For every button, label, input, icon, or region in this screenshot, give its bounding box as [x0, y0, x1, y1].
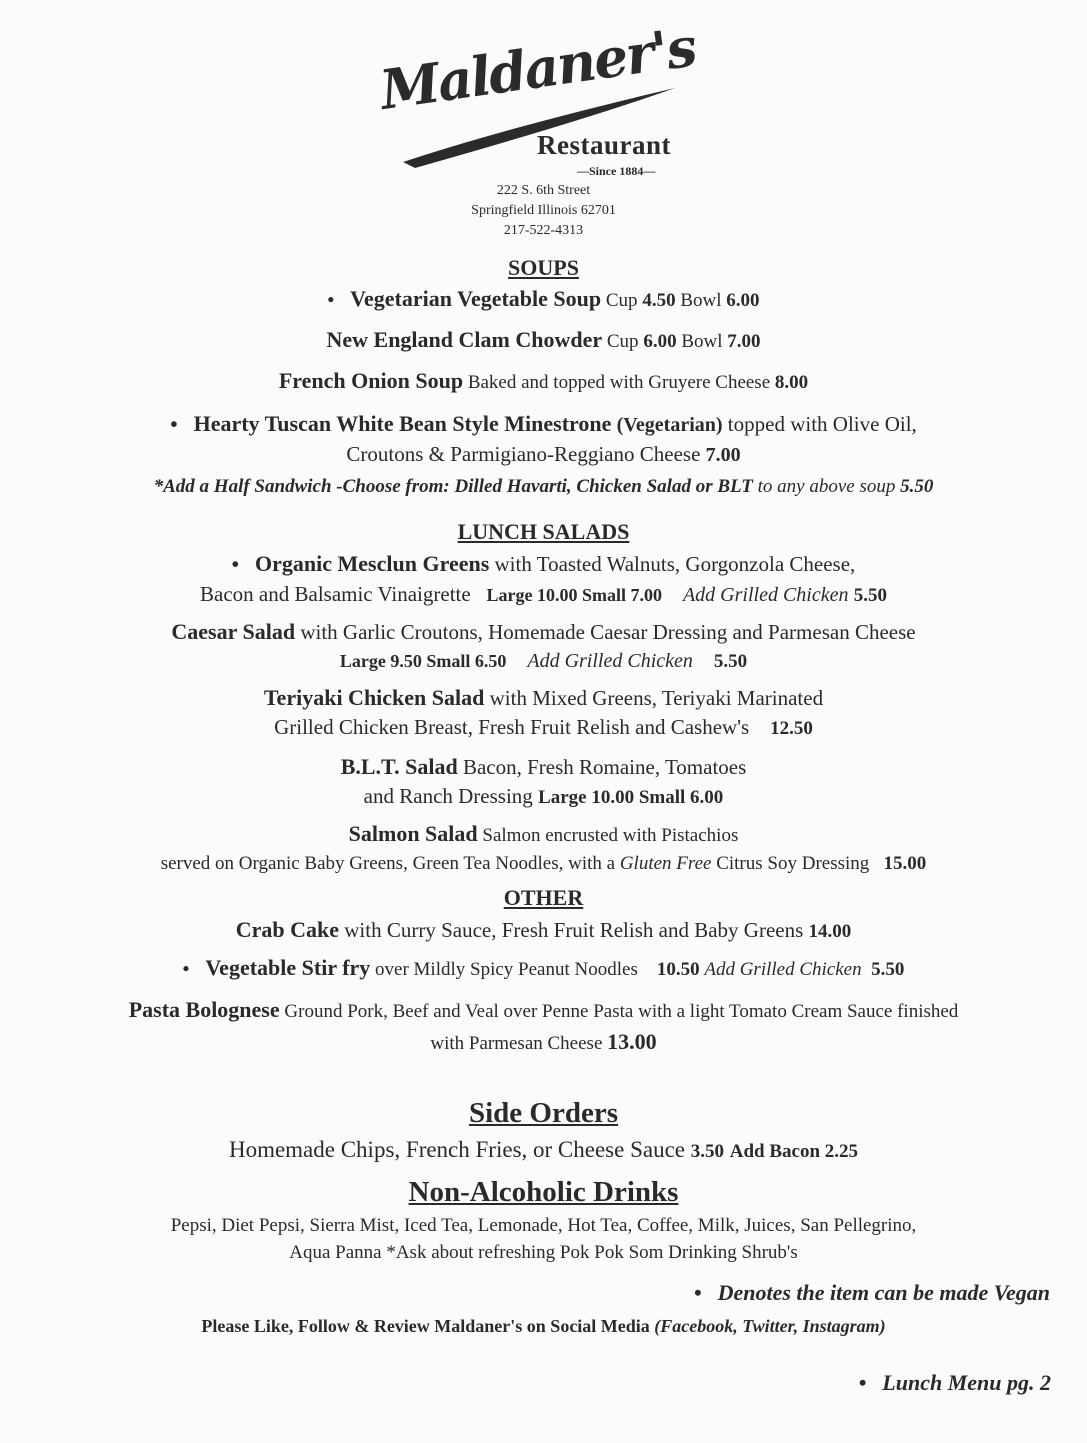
- item-desc: Citrus Soy Dressing: [716, 853, 870, 874]
- bowl-label: Bowl: [681, 331, 723, 352]
- menu-item-french-onion: [0, 368, 1087, 394]
- drinks-list: [0, 1212, 1087, 1266]
- cup-label: Cup: [605, 290, 638, 311]
- page-indicator-text: Lunch Menu pg. 2: [882, 1370, 1051, 1395]
- item-sizes: Large 9.50 Small 6.50: [339, 651, 507, 671]
- menu-item-tuscan-minestrone: [0, 409, 1087, 470]
- menu-item-caesar: [0, 618, 1087, 676]
- item-name: Pasta Bolognese: [128, 997, 280, 1022]
- item-addon: Add Grilled Chicken: [682, 584, 849, 606]
- item-name: Caesar Salad: [171, 619, 296, 644]
- cup-label: Cup: [606, 331, 639, 352]
- bowl-label: Bowl: [680, 290, 722, 311]
- item-desc: Baked and topped with Gruyere Cheese: [467, 372, 771, 393]
- item-price: 8.00: [774, 372, 809, 393]
- sides-price: 3.50: [690, 1141, 725, 1162]
- sides-addon: Add Bacon 2.25: [729, 1141, 859, 1162]
- salads-heading: LUNCH SALADS: [457, 519, 630, 544]
- bowl-price: 7.00: [727, 331, 761, 352]
- item-price: 12.50: [770, 718, 813, 739]
- sides-desc: Homemade Chips, French Fries, or Cheese Sauce: [228, 1137, 686, 1162]
- menu-item-blt-salad: [0, 752, 1087, 812]
- item-desc: with Garlic Croutons, Homemade Caesar Dressing and Parmesan Cheese: [300, 620, 916, 644]
- menu-item-crab-cake: [0, 917, 1087, 943]
- item-name: B.L.T. Salad: [340, 754, 458, 779]
- social-media-line: [0, 1316, 1087, 1337]
- note-main: *Add a Half Sandwich -Choose from: Dilled Havarti, Chicken Salad or BLT: [153, 476, 753, 497]
- menu-item-pasta-bolognese: [0, 995, 1087, 1059]
- addon-price: 5.50: [853, 585, 887, 606]
- addon-price: 5.50: [871, 959, 905, 980]
- item-desc: Croutons & Parmigiano-Reggiano Cheese: [346, 442, 701, 466]
- item-price: 14.00: [808, 921, 852, 942]
- item-name: Salmon Salad: [348, 821, 478, 846]
- menu-item-teriyaki: [0, 683, 1087, 743]
- item-desc: Ground Pork, Beef and Veal over Penne Pasta with a light Tomato Cream Sauce finished: [284, 1001, 959, 1022]
- item-name: Organic Mesclun Greens: [255, 551, 490, 576]
- addon-price: 5.50: [713, 651, 748, 672]
- vegan-note: [694, 1280, 1050, 1306]
- logo-restaurant-word: Restaurant: [537, 130, 671, 160]
- item-desc: Bacon, Fresh Romaine, Tomatoes: [462, 755, 747, 779]
- item-name: Hearty Tuscan White Bean Style Minestrone: [193, 411, 612, 436]
- gluten-free-label: Gluten Free: [619, 853, 712, 874]
- item-sizes: Large 10.00 Small 7.00: [486, 585, 662, 605]
- address-block: [0, 181, 1087, 241]
- sides-heading: Side Orders: [468, 1097, 619, 1129]
- other-heading: OTHER: [503, 885, 584, 910]
- item-desc: served on Organic Baby Greens, Green Tea Noodles, with a: [160, 853, 616, 874]
- note-mid: to any above soup: [757, 476, 896, 497]
- soup-sandwich-note: [0, 476, 1087, 498]
- item-desc: and Ranch Dressing: [363, 784, 533, 808]
- menu-item-clam-chowder: [0, 327, 1087, 353]
- logo-script: Maldaner's: [376, 14, 699, 122]
- drinks-line: Pepsi, Diet Pepsi, Sierra Mist, Iced Tea, Lemonade, Hot Tea, Coffee, Milk, Juices, San Pellegrino,: [170, 1215, 917, 1236]
- item-desc: Bacon and Balsamic Vinaigrette: [200, 582, 471, 606]
- item-sizes: Large 10.00 Small 6.00: [538, 787, 724, 808]
- item-name: Crab Cake: [235, 917, 339, 942]
- sides-line: [0, 1137, 1087, 1163]
- soups-heading: SOUPS: [508, 255, 579, 280]
- item-desc: Grilled Chicken Breast, Fresh Fruit Relish and Cashew's: [274, 715, 750, 739]
- item-tag: (Vegetarian): [616, 414, 723, 436]
- note-price: 5.50: [900, 476, 934, 497]
- drinks-heading: Non-Alcoholic Drinks: [408, 1176, 679, 1208]
- item-desc: with Curry Sauce, Fresh Fruit Relish and Baby Greens: [344, 918, 804, 942]
- address-street: 222 S. 6th Street: [496, 183, 591, 198]
- vegan-note-text: Denotes the item can be made Vegan: [717, 1280, 1050, 1305]
- item-desc: with Parmesan Cheese: [430, 1033, 603, 1054]
- item-addon: Add Grilled Chicken: [527, 650, 693, 672]
- item-desc: topped with Olive Oil,: [727, 412, 917, 436]
- restaurant-logo: [376, 14, 715, 178]
- social-text: Please Like, Follow & Review Maldaner's on Social Media: [201, 1316, 650, 1336]
- item-price: 15.00: [883, 853, 927, 874]
- menu-item-vegetarian-soup: [0, 286, 1087, 312]
- menu-item-salmon-salad: [0, 820, 1087, 878]
- menu-item-mesclun: [0, 549, 1087, 611]
- item-price: 10.50: [656, 959, 700, 980]
- cup-price: 4.50: [642, 290, 676, 311]
- item-name: Vegetable Stir fry: [205, 955, 371, 980]
- menu-item-stir-fry: [0, 955, 1087, 981]
- item-name: Teriyaki Chicken Salad: [263, 685, 485, 710]
- logo-since-year: —Since 1884—: [577, 164, 656, 178]
- item-addon: Add Grilled Chicken: [704, 959, 862, 980]
- item-name: Vegetarian Vegetable Soup: [350, 286, 602, 311]
- item-desc: with Toasted Walnuts, Gorgonzola Cheese,: [494, 552, 856, 576]
- bowl-price: 6.00: [726, 290, 760, 311]
- cup-price: 6.00: [643, 331, 677, 352]
- item-desc: Salmon encrusted with Pistachios: [482, 825, 739, 846]
- social-list: (Facebook, Twitter, Instagram): [654, 1316, 886, 1336]
- address-city: Springfield Illinois 62701: [471, 203, 616, 218]
- address-phone: 217-522-4313: [503, 223, 584, 238]
- item-desc: over Mildly Spicy Peanut Noodles: [375, 959, 638, 980]
- drinks-line: Aqua Panna *Ask about refreshing Pok Pok Som Drinking Shrub's: [289, 1242, 798, 1263]
- item-price: 7.00: [705, 444, 741, 466]
- item-name: French Onion Soup: [278, 368, 464, 393]
- item-name: New England Clam Chowder: [326, 327, 603, 352]
- item-price: 13.00: [607, 1029, 657, 1054]
- page-indicator: [859, 1370, 1051, 1396]
- item-desc: with Mixed Greens, Teriyaki Marinated: [489, 686, 824, 710]
